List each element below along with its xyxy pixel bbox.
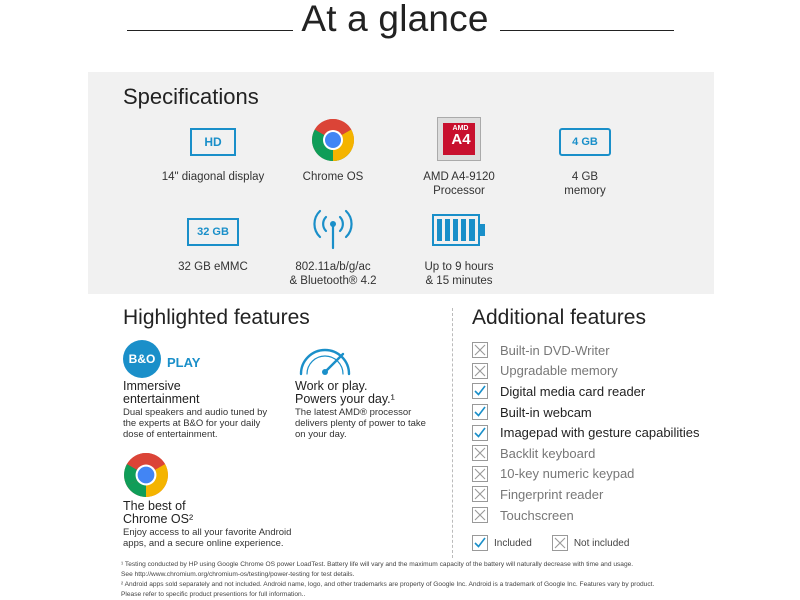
spec-label: 4 GB memory	[564, 171, 606, 197]
spec-display	[148, 118, 278, 184]
cross-icon	[472, 466, 488, 482]
feature-label: Built-in webcam	[500, 404, 592, 420]
feature-title: Work or play. Powers your day.¹	[295, 379, 395, 406]
specifications-heading: Specifications	[123, 84, 259, 109]
section-divider	[452, 308, 453, 558]
spec-processor	[394, 112, 524, 198]
feature-label: Fingerprint reader	[500, 486, 604, 502]
feature-label: Touchscreen	[500, 507, 574, 523]
spec-label: 14" diagonal display	[161, 171, 265, 183]
feature-row	[472, 505, 699, 526]
features-legend	[472, 535, 649, 551]
spec-storage	[148, 208, 278, 274]
spec-os	[268, 114, 398, 184]
specifications-panel	[88, 72, 714, 294]
feature-label: 10-key numeric keypad	[500, 466, 635, 482]
spec-label: 32 GB eMMC	[178, 261, 248, 273]
hd-badge-icon: HD	[190, 128, 236, 156]
cross-icon	[472, 363, 488, 379]
legend-included: Included	[494, 537, 532, 549]
spec-wireless	[268, 202, 398, 288]
checkmark-icon	[472, 425, 488, 441]
feature-label: Digital media card reader	[500, 383, 646, 399]
speedometer-icon	[295, 338, 355, 378]
memory-badge-icon: 4 GB	[559, 128, 611, 156]
checkmark-icon	[472, 404, 488, 420]
feature-row	[472, 381, 699, 402]
header-rule-right	[500, 30, 674, 31]
chip-brand: AMD	[452, 125, 469, 132]
legend-not-included: Not included	[573, 537, 630, 549]
bo-logo-icon: B&O	[123, 340, 161, 378]
storage-badge-icon: 32 GB	[187, 218, 239, 246]
feature-chrome-os	[123, 452, 303, 549]
cross-icon	[472, 486, 488, 502]
highlighted-features-title: Highlighted features	[123, 306, 310, 329]
feature-row	[472, 464, 699, 485]
feature-description: Enjoy access to all your favorite Android apps, and a secure online experience.	[123, 527, 292, 549]
feature-power	[295, 338, 445, 440]
cross-icon	[472, 445, 488, 461]
checkmark-icon	[472, 535, 488, 551]
feature-bo-play	[123, 338, 273, 440]
spec-label: 802.11a/b/g/ac & Bluetooth® 4.2	[289, 261, 377, 287]
footnote-line: ¹ Testing conducted by HP using Google Chrome OS power LoadTest. Battery life will vary and the maximum capacity of the battery will naturally decrease with time and usage.	[121, 561, 634, 568]
feature-title: The best of Chrome OS²	[123, 499, 194, 526]
footnote-line: ² Android apps sold separately and not included. Android name, logo, and other trademarks are property of Google Inc. Android is a trademark of Google Inc. Features vary by product.	[121, 581, 655, 588]
spec-label: AMD A4-9120 Processor	[423, 171, 495, 197]
battery-icon	[432, 214, 486, 246]
cross-icon	[472, 507, 488, 523]
spec-memory	[520, 118, 650, 198]
feature-description: Dual speakers and audio tuned by the experts at B&O for your daily dose of entertainment.	[123, 407, 268, 440]
feature-label: Upgradable memory	[500, 363, 618, 379]
feature-row	[472, 484, 699, 505]
feature-label: Built-in DVD-Writer	[500, 342, 610, 358]
feature-row	[472, 340, 699, 361]
feature-label: Backlit keyboard	[500, 445, 596, 461]
footnote-line: Please refer to specific product presentions for full information..	[121, 591, 306, 598]
chip-model: A4	[451, 131, 471, 148]
footnote-line: See http://www.chromium.org/chromium-os/testing/power-testing for test details.	[121, 571, 355, 578]
feature-row	[472, 361, 699, 382]
feature-description: The latest AMD® processor delivers plenty of power to take on your day.	[295, 407, 426, 440]
wireless-antenna-icon	[310, 206, 356, 252]
cross-icon	[472, 342, 488, 358]
footnotes	[121, 560, 721, 600]
page-header	[0, 0, 800, 60]
feature-title: Immersive entertainment	[123, 379, 200, 406]
header-rule-left	[127, 30, 293, 31]
cross-icon	[552, 535, 568, 551]
chrome-logo-icon	[311, 118, 355, 162]
amd-a4-chip-icon	[437, 117, 481, 161]
chrome-logo-icon	[123, 452, 169, 498]
page-title: At a glance	[301, 0, 489, 39]
spec-battery	[394, 204, 524, 288]
feature-row	[472, 422, 699, 443]
checkmark-icon	[472, 383, 488, 399]
feature-label: Imagepad with gesture capabilities	[500, 425, 700, 441]
additional-features-title: Additional features	[472, 306, 646, 329]
spec-label: Chrome OS	[302, 171, 364, 183]
play-label: PLAY	[167, 354, 201, 370]
feature-row	[472, 443, 699, 464]
additional-features-list	[472, 340, 699, 525]
spec-label: Up to 9 hours & 15 minutes	[424, 261, 494, 287]
feature-row	[472, 402, 699, 423]
